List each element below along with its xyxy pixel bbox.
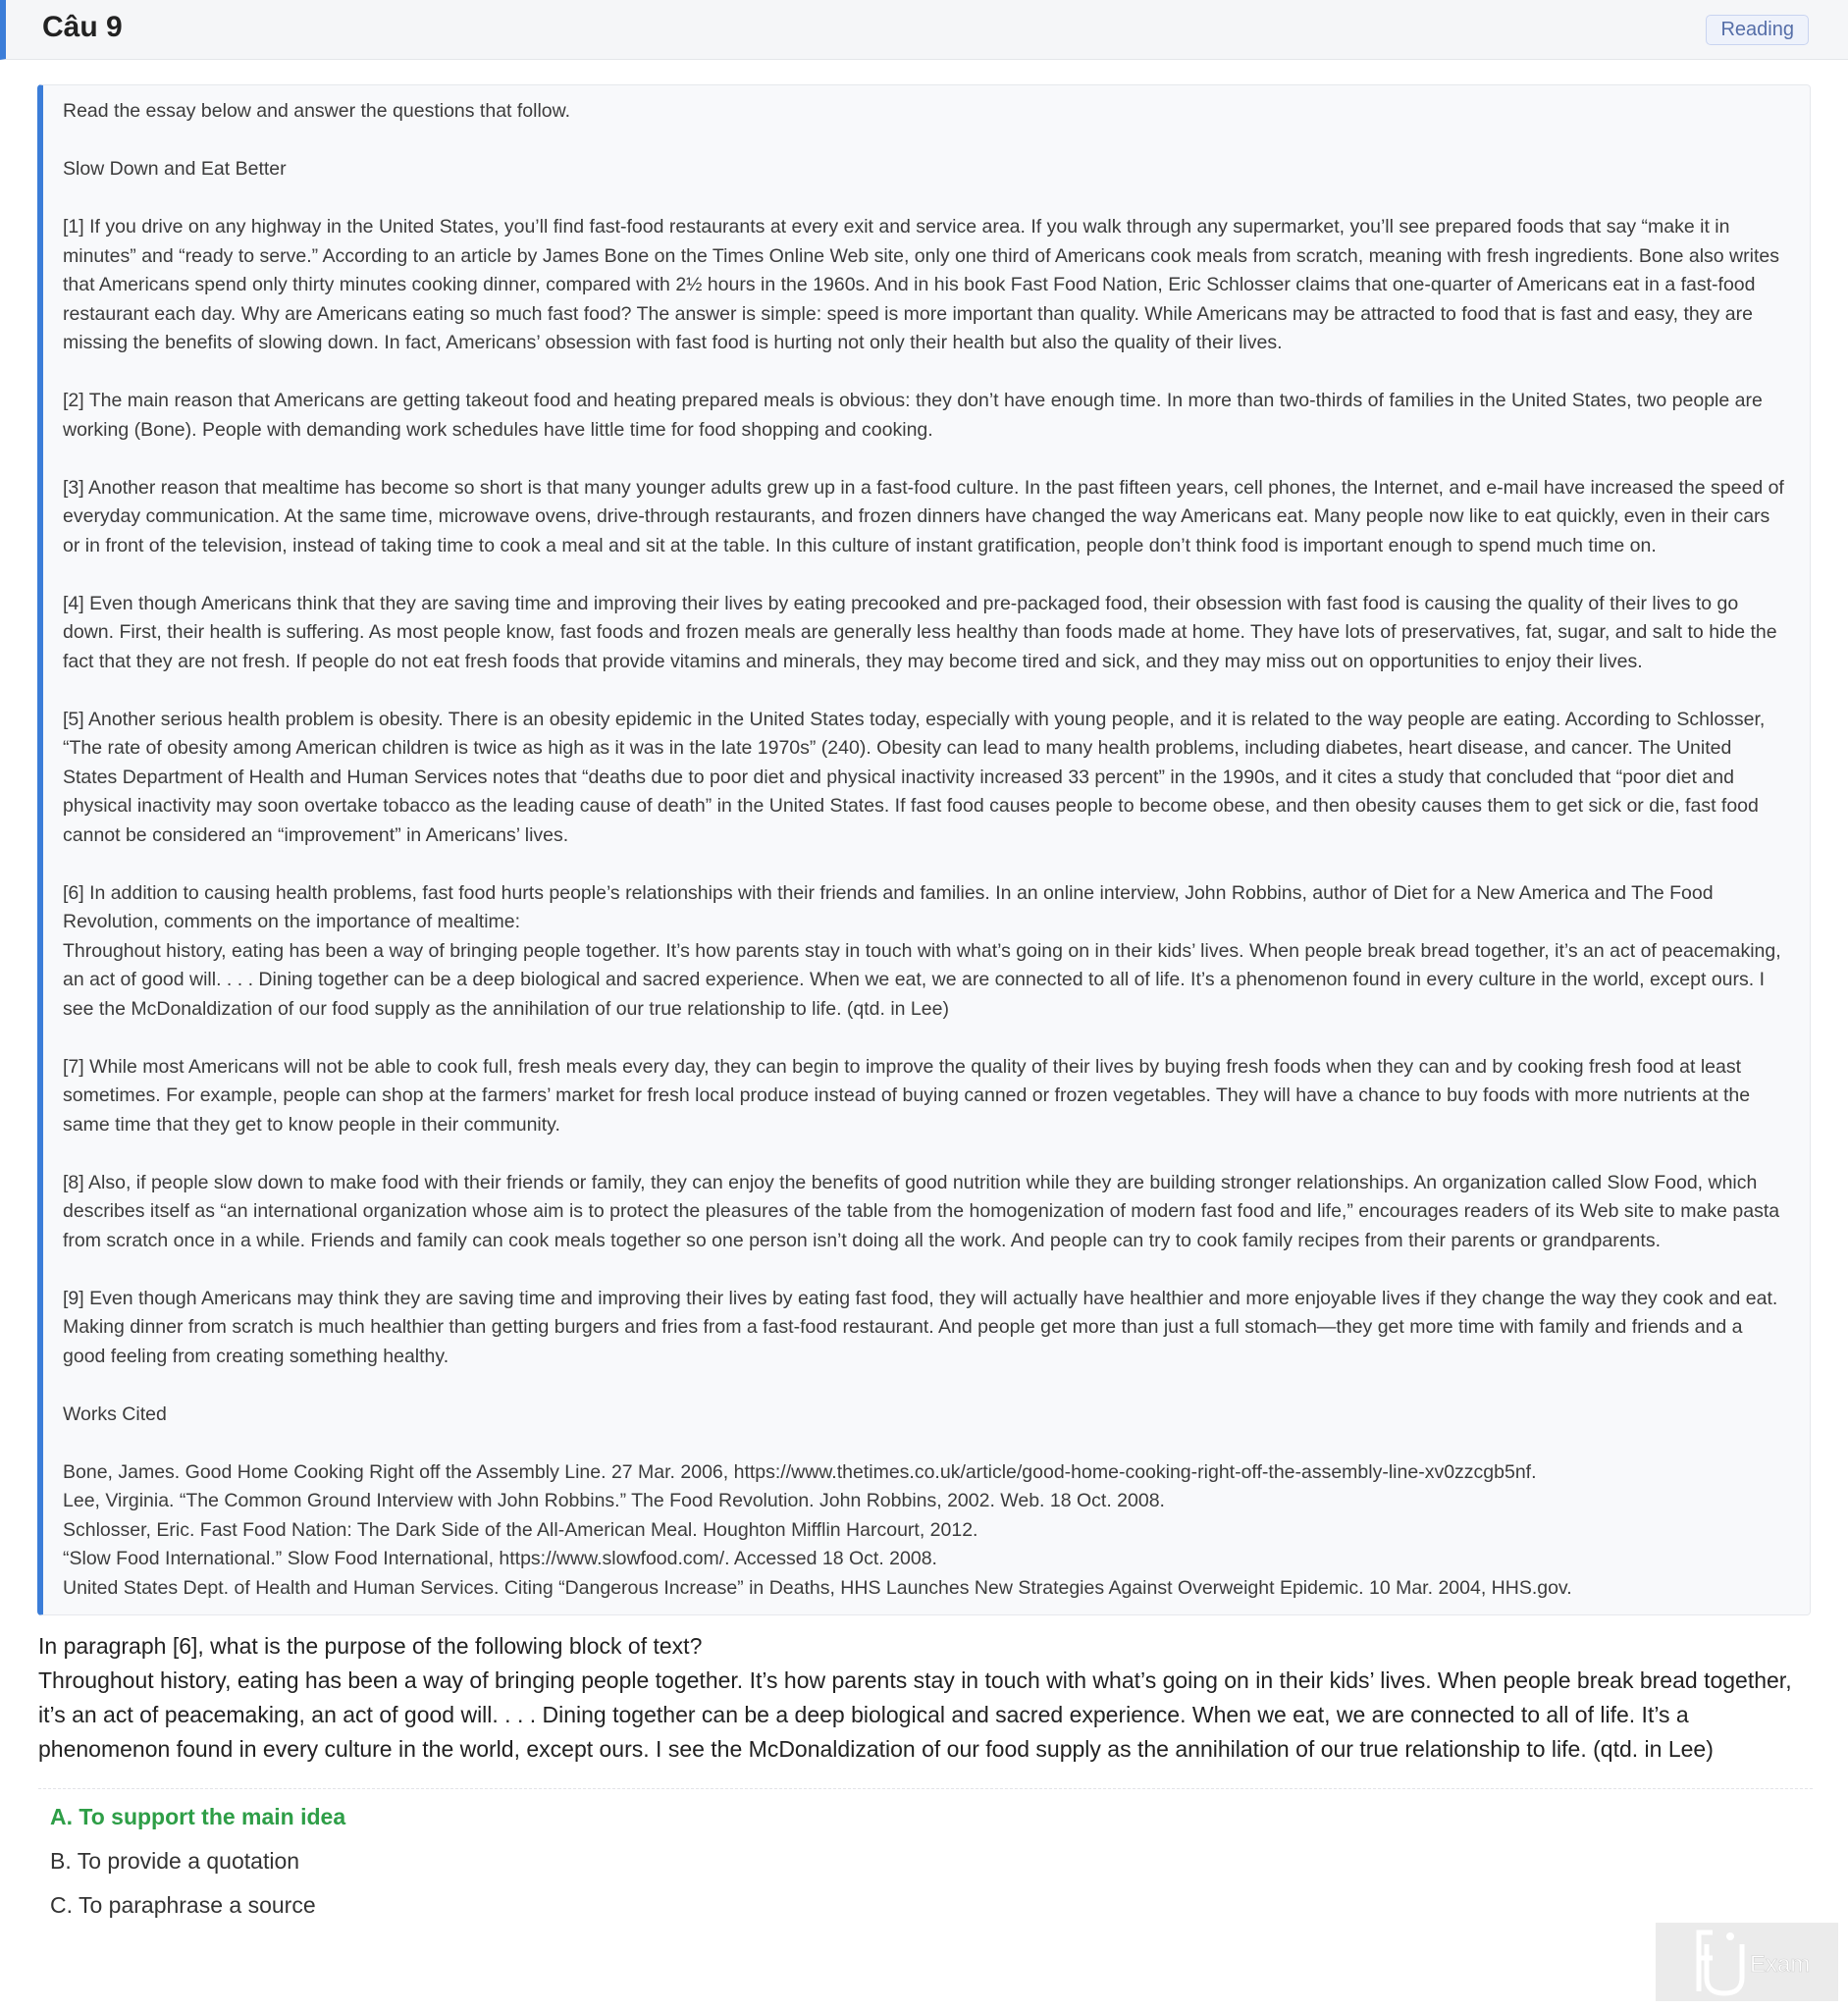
question-header — [0, 0, 1848, 60]
paragraph-5: [5] Another serious health problem is obesity. There is an obesity epidemic in the United States today, especially with young people, and it is related to the way people are eating. According to Schlosser, “The rate of obesity among American children is twice as high as it was in the late 1970s” (240). Obesity can lead to many health problems, including diabetes, heart disease, and cancer. The United States Department of Health and Human Services notes that “deaths due to poor diet and physical inactivity increased 33 percent” in the 1990s, and it cites a study that concluded that “poor diet and physical inactivity may soon overtake tobacco as the leading cause of death” in the United States. If fast food causes people to become obese, and then obesity causes them to get sick or die, fast food cannot be considered an “improvement” in Americans’ lives. — [63, 708, 1766, 846]
section-tag: Reading — [1706, 15, 1809, 45]
essay-title: Slow Down and Eat Better — [63, 158, 287, 180]
question-text — [38, 1629, 1813, 1767]
fu-exam-logo-icon — [1656, 1923, 1838, 2001]
paragraph-9: [9] Even though Americans may think they are saving time and improving their lives by eating fast food, they will actually have healthier and more enjoyable lives if they change the way they cook and eat. Making dinner from scratch is much healthier than getting burgers and fries from a fast-food restaurant. And people get more than just a full stomach—they get more time with family and friends and a good feeling from creating something healthy. — [63, 1287, 1778, 1367]
divider — [38, 1788, 1813, 1789]
answer-option-b[interactable]: B. To provide a quotation — [50, 1848, 300, 1874]
works-cited-entry: Schlosser, Eric. Fast Food Nation: The Dark Side of the All-American Meal. Houghton Mifflin Harcourt, 2012. — [63, 1518, 978, 1541]
question-prompt: In paragraph [6], what is the purpose of the following block of text? — [38, 1633, 703, 1659]
answer-option-c[interactable]: C. To paraphrase a source — [50, 1892, 316, 1918]
answer-option-a[interactable]: A. To support the main idea — [50, 1804, 346, 1829]
works-cited-entry: United States Dept. of Health and Human Services. Citing “Dangerous Increase” in Deaths, HHS Launches New Strategies Against Overweight Epidemic. 10 Mar. 2004, HHS.gov. — [63, 1576, 1572, 1599]
question-number-title: Câu 9 — [42, 11, 123, 43]
paragraph-1: [1] If you drive on any highway in the United States, you’ll find fast-food restaurants at every exit and service area. If you walk through any supermarket, you’ll see prepared foods that say “make it in minutes” and “ready to serve.” According to an article by James Bone on the Times Online Web site, only one third of Americans cook meals from scratch, meaning with fresh ingredients. Bone also writes that Americans spend only thirty minutes cooking dinner, compared with 2½ hours in the 1960s. And in his book Fast Food Nation, Eric Schlosser claims that one-quarter of Americans eat in a fast-food restaurant each day. Why are Americans eating so much fast food? The answer is simple: speed is more important than quality. While Americans may be attracted to food that is fast and easy, they are missing the benefits of slowing down. In fact, Americans’ obsession with fast food is hurting not only their health but also the quality of their lives. — [63, 216, 1779, 353]
question-quote: Throughout history, eating has been a way of bringing people together. It’s how parents stay in touch with what’s going on in their kids’ lives. When people break bread together, it’s an act of peacemaking, an act of good will. . . . Dining together can be a deep biological and sacred experience. When we eat, we are connected to all of life. It’s a phenomenon found in every culture in the world, except ours. I see the McDonaldization of our food supply as the annihilation of our true relationship to life. (qtd. in Lee) — [38, 1667, 1792, 1762]
fu-exam-logo — [1656, 1923, 1838, 2001]
paragraph-7: [7] While most Americans will not be able to cook full, fresh meals every day, they can begin to improve the quality of their lives by buying fresh foods when they can and by cooking fresh food at least sometimes. For example, people can shop at the farmers’ market for fresh local produce instead of buying canned or frozen vegetables. They will have a chance to buy foods with more nutrients at the same time that they get to know people in their community. — [63, 1055, 1751, 1136]
paragraph-2: [2] The main reason that Americans are getting takeout food and heating prepared meals is obvious: they don’t have enough time. In more than two-thirds of families in the United States, two people are working (Bone). People with demanding work schedules have little time for food shopping and cooking. — [63, 390, 1763, 441]
works-cited-entry: Bone, James. Good Home Cooking Right off the Assembly Line. 27 Mar. 2006, https://www.thetimes.co.uk/article/good-home-cooking-right-off-the-assembly-line-xv0zzcgb5nf. — [63, 1460, 1537, 1483]
paragraph-6-intro: [6] In addition to causing health problems, fast food hurts people’s relationships with their friends and families. In an online interview, John Robbins, author of Diet for a New America and The Food Revolution, comments on the importance of mealtime: — [63, 881, 1714, 932]
works-cited-heading: Works Cited — [63, 1402, 167, 1425]
works-cited-entry: Lee, Virginia. “The Common Ground Interview with John Robbins.” The Food Revolution. John Robbins, 2002. Web. 18 Oct. 2008. — [63, 1490, 1165, 1511]
paragraph-4: [4] Even though Americans think that they are saving time and improving their lives by eating precooked and pre-packaged food, their obsession with fast food is causing the quality of their lives to go down. First, their health is suffering. As most people know, fast foods and frozen meals are generally less healthy than foods made at home. They have lots of preservatives, fat, sugar, and salt to hide the fact that they are not fresh. If people do not eat fresh foods that provide vitamins and minerals, they may become tired and sick, and they may miss out on opportunities to enjoy their lives. — [63, 592, 1777, 672]
reading-passage — [37, 84, 1811, 1615]
passage-intro: Read the essay below and answer the questions that follow. — [63, 100, 571, 122]
paragraph-8: [8] Also, if people slow down to make food with their friends or family, they can enjoy the benefits of good nutrition while they are building stronger relationships. An organization called Slow Food, which describes itself as “an international organization whose aim is to protect the pleasures of the table from the homogenization of modern fast food and life,” encourages readers of its Web site to make pasta from scratch once in a while. Friends and family can cook meals together so one person isn’t doing all the work. And people can try to cook family recipes from their parents or grandparents. — [63, 1171, 1780, 1251]
works-cited-entry: “Slow Food International.” Slow Food International, https://www.slowfood.com/. Accessed 18 Oct. 2008. — [63, 1548, 937, 1569]
paragraph-6-quote: Throughout history, eating has been a way of bringing people together. It’s how parents stay in touch with what’s going on in their kids’ lives. When people break bread together, it’s an act of peacemaking, an act of good will. . . . Dining together can be a deep biological and sacred experience. When we eat, we are connected to all of life. It’s a phenomenon found in every culture in the world, except ours. I see the McDonaldization of our food supply as the annihilation of our true relationship to life. (qtd. in Lee) — [63, 939, 1781, 1020]
paragraph-3: [3] Another reason that mealtime has become so short is that many younger adults grew up in a fast-food culture. In the past fifteen years, cell phones, the Internet, and e-mail have increased the speed of everyday communication. At the same time, microwave ovens, drive-through restaurants, and frozen dinners have changed the way Americans eat. Many people now like to eat quickly, even in their cars or in front of the television, instead of taking time to cook a meal and sit at the table. In this culture of instant gratification, people don’t think food is important enough to spend much time on. — [63, 476, 1784, 556]
svg-text:Exam: Exam — [1750, 1951, 1811, 1978]
